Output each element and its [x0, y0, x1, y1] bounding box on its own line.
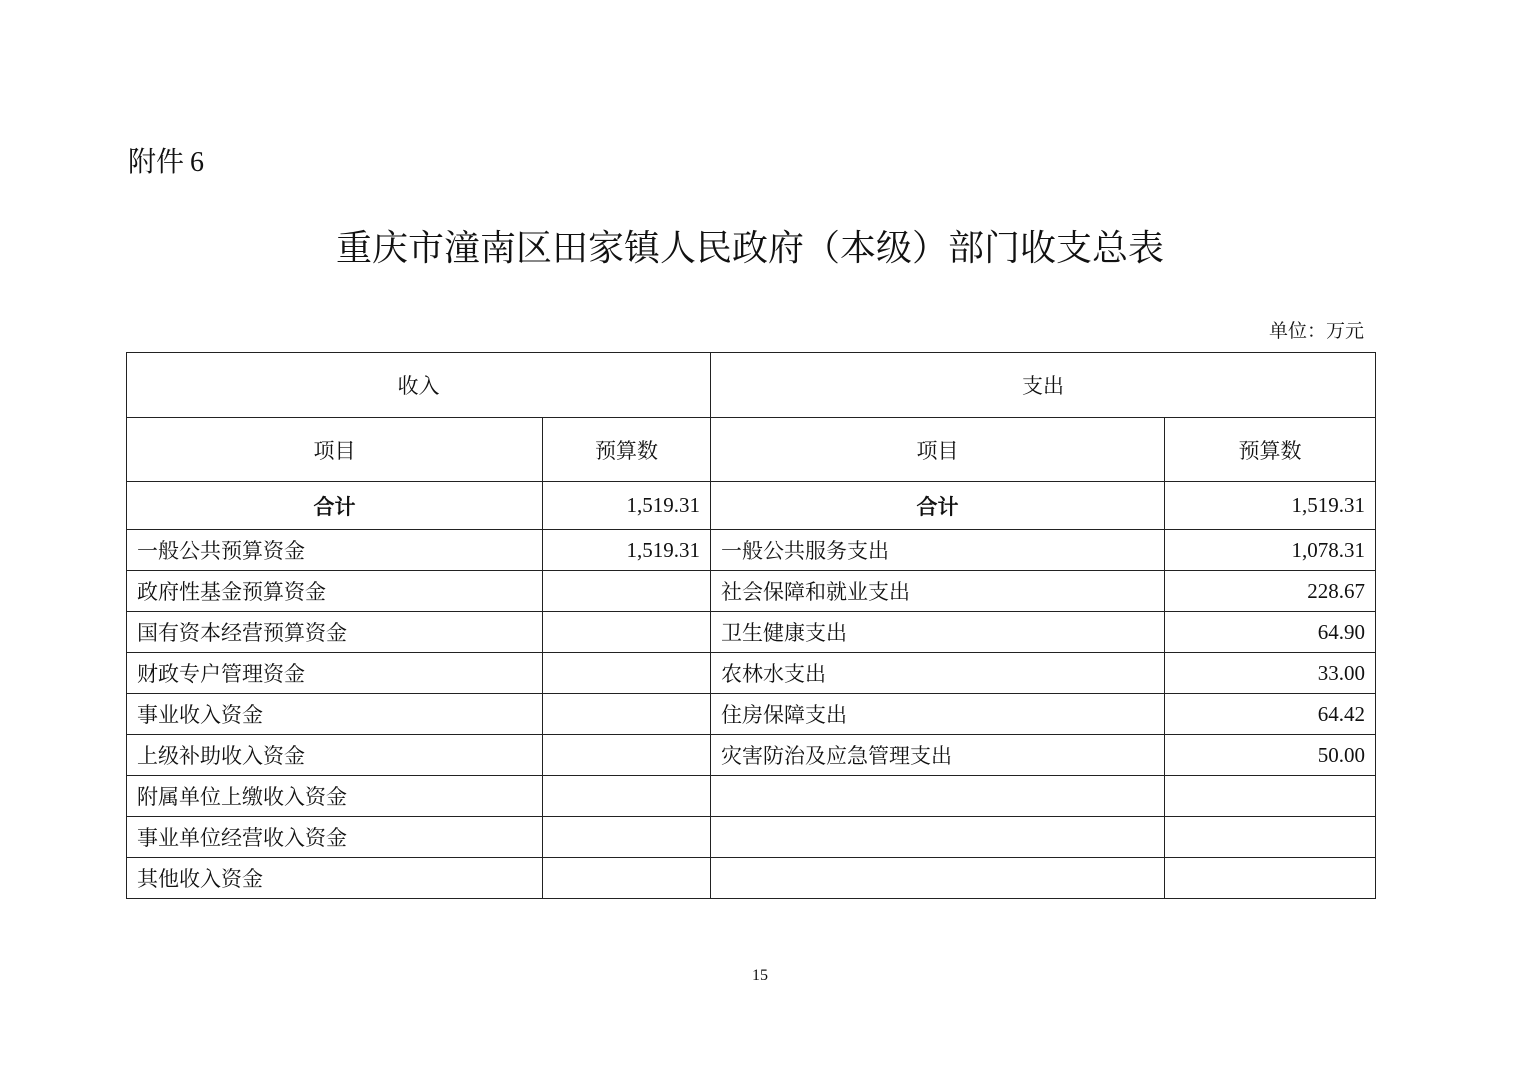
expense-item: 农林水支出 [711, 653, 1165, 694]
expense-value: 64.90 [1165, 612, 1376, 653]
expense-item: 灾害防治及应急管理支出 [711, 735, 1165, 776]
income-item: 财政专户管理资金 [127, 653, 543, 694]
table-row [127, 571, 1376, 612]
unit-label: 单位：万元 [1268, 320, 1364, 342]
attachment-label [128, 142, 204, 183]
income-value [543, 735, 711, 776]
expense-item: 住房保障支出 [711, 694, 1165, 735]
attachment-text: 附件 [128, 145, 185, 178]
income-value [543, 571, 711, 612]
table-row [127, 530, 1376, 571]
expense-item: 社会保障和就业支出 [711, 571, 1165, 612]
income-value [543, 858, 711, 899]
expense-item: 一般公共服务支出 [711, 530, 1165, 571]
income-item: 上级补助收入资金 [127, 735, 543, 776]
expense-total-value: 1,519.31 [1165, 482, 1376, 530]
income-item-header: 项目 [127, 418, 543, 482]
income-value [543, 694, 711, 735]
table-row [127, 776, 1376, 817]
expense-value [1165, 817, 1376, 858]
expense-item [711, 858, 1165, 899]
expense-budget-header: 预算数 [1165, 418, 1376, 482]
table-row [127, 653, 1376, 694]
income-item: 国有资本经营预算资金 [127, 612, 543, 653]
income-item: 政府性基金预算资金 [127, 571, 543, 612]
expense-value: 50.00 [1165, 735, 1376, 776]
expense-item [711, 776, 1165, 817]
expense-total-label: 合计 [711, 482, 1165, 530]
expense-item-header: 项目 [711, 418, 1165, 482]
income-value [543, 612, 711, 653]
attachment-number: 6 [190, 147, 205, 178]
table-row [127, 694, 1376, 735]
income-item: 事业单位经营收入资金 [127, 817, 543, 858]
income-item: 附属单位上缴收入资金 [127, 776, 543, 817]
income-total-label: 合计 [127, 482, 543, 530]
income-item: 其他收入资金 [127, 858, 543, 899]
total-row [127, 482, 1376, 530]
income-value: 1,519.31 [543, 530, 711, 571]
budget-summary-table [126, 352, 1376, 899]
table-row [127, 858, 1376, 899]
table-row [127, 817, 1376, 858]
expense-item [711, 817, 1165, 858]
table-header-row [127, 353, 1376, 418]
income-value [543, 653, 711, 694]
expense-value: 64.42 [1165, 694, 1376, 735]
expense-value: 33.00 [1165, 653, 1376, 694]
expense-item: 卫生健康支出 [711, 612, 1165, 653]
income-value [543, 776, 711, 817]
income-value [543, 817, 711, 858]
expense-value: 1,078.31 [1165, 530, 1376, 571]
income-budget-header: 预算数 [543, 418, 711, 482]
expense-header: 支出 [711, 353, 1376, 418]
income-item: 事业收入资金 [127, 694, 543, 735]
table-subheader-row [127, 418, 1376, 482]
table-row [127, 735, 1376, 776]
page-title: 重庆市潼南区田家镇人民政府（本级）部门收支总表 [335, 228, 1164, 269]
income-header: 收入 [127, 353, 711, 418]
income-total-value: 1,519.31 [543, 482, 711, 530]
table-row [127, 612, 1376, 653]
page-number: 15 [752, 967, 768, 984]
expense-value [1165, 776, 1376, 817]
income-item: 一般公共预算资金 [127, 530, 543, 571]
expense-value: 228.67 [1165, 571, 1376, 612]
expense-value [1165, 858, 1376, 899]
